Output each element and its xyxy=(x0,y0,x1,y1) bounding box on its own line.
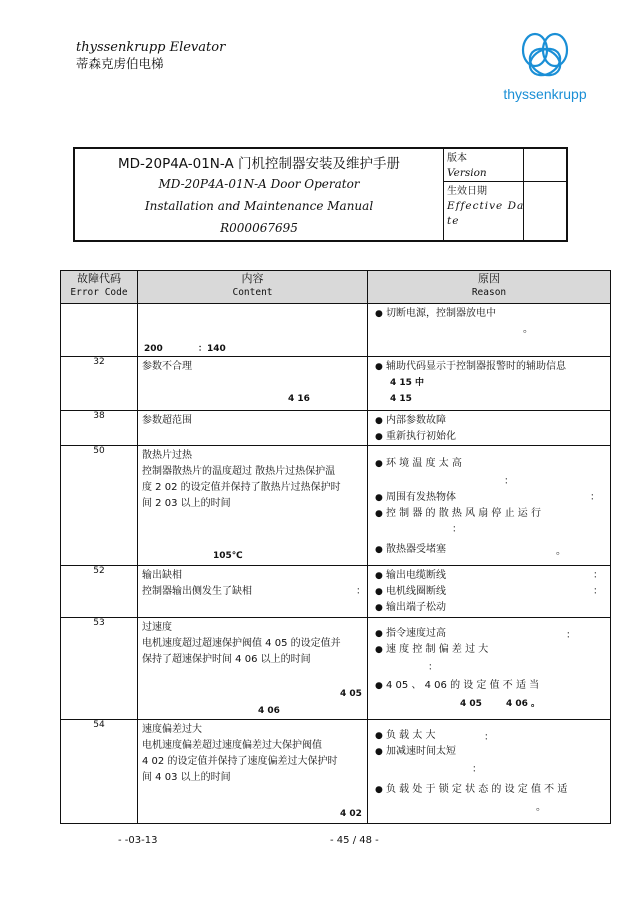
header-content: 内容 Content xyxy=(138,271,368,304)
content-cell: 输出缺相 控制器输出侧发生了缺相 ： xyxy=(138,566,368,618)
reason-item: ● 速 度 控 制 偏 差 过 大 xyxy=(372,642,488,658)
thyssenkrupp-logo xyxy=(495,30,595,105)
reason-cell: ● 指令速度过高 ： ● 速 度 控 制 偏 差 过 大 ： ● 4 05 、 4 06 的 设 定 值 不 适 当 4 05 4 06 。 xyxy=(368,618,611,720)
company-name xyxy=(76,40,225,72)
reason-cell: ● 输出电缆断线 ● 电机线圈断线 ● 输出端子松动 ： ： xyxy=(368,566,611,618)
reason-item: ● 输出电缆断线 xyxy=(372,568,607,584)
error-code-cell: 50 xyxy=(61,446,138,566)
reason-item: ● 控 制 器 的 散 热 风 扇 停 止 运 行 xyxy=(372,506,541,522)
effective-date-label xyxy=(447,184,524,229)
error-code-cell: 54 xyxy=(61,720,138,824)
reason-item: ● 切断电源，控制器放电中 xyxy=(372,306,607,322)
reason-cell xyxy=(368,411,611,446)
reason-item: ● 辅助代码显示于控制器报警时的辅助信息 xyxy=(372,359,607,375)
reason-item: ● 内部参数故障 xyxy=(372,413,607,429)
reason-item: ● 负 载 太 大 xyxy=(372,728,436,744)
effective-date-label-en-1: Effective Da xyxy=(447,200,525,212)
header-error-code: 故障代码 Error Code xyxy=(61,271,138,304)
reason-item: ● 指令速度过高 xyxy=(372,626,446,642)
content-cell: 散热片过热 控制器散热片的温度超过 散热片过热保护温 度 2 02 的设定值并保持了散热片过热保护时 间 2 03 以上的时间 105℃ xyxy=(138,446,368,566)
error-code-cell: 53 xyxy=(61,618,138,720)
title-cn: MD-20P4A-01N-A 门机控制器安装及维护手册 xyxy=(117,156,400,172)
title-en-line2: Installation and Maintenance Manual xyxy=(144,199,374,213)
reason-item: ● 电机线圈断线 xyxy=(372,584,607,600)
table-row xyxy=(61,618,611,720)
version-label xyxy=(447,151,487,181)
reason-cell: ● 切断电源，控制器放电中 。 xyxy=(368,304,611,357)
error-code-cell: 32 xyxy=(61,357,138,411)
content-cell: 参数超范围 xyxy=(138,411,368,446)
company-name-cn: 蒂森克虏伯电梯 xyxy=(76,56,164,71)
table-row xyxy=(61,720,611,824)
error-code-cell xyxy=(61,304,138,357)
reason-cell: ● 辅助代码显示于控制器报警时的辅助信息 4 15 中 4 15 xyxy=(368,357,611,411)
content-cell: 速度偏差过大 电机速度偏差超过速度偏差过大保护阀值 4 02 的设定值并保持了速度偏差过大保护时 间 4 03 以上的时间 4 02 xyxy=(138,720,368,824)
table-row xyxy=(61,446,611,566)
content-cell: 200 ：140 xyxy=(138,304,368,357)
error-code-cell: 52 xyxy=(61,566,138,618)
reason-cell: ● 环 境 温 度 太 高 ： ● 周围有发热物体 ： ● 控 制 器 的 散 热 风 扇 停 止 运 行 ： ● 散热器受堵塞 。 xyxy=(368,446,611,566)
header-reason: 原因 Reason xyxy=(368,271,611,304)
table-header-row xyxy=(61,271,611,304)
version-value xyxy=(523,149,566,181)
logo-text: thyssenkrupp xyxy=(503,86,587,102)
reason-item: ● 负 载 处 于 锁 定 状 态 的 设 定 值 不 适 xyxy=(372,782,567,798)
title-en-line1: MD-20P4A-01N-A Door Operator xyxy=(158,177,360,191)
content-cell: 过速度 电机速度超过超速保护阀值 4 05 的设定值并 保持了超速保护时间 4 06 以上的时间 4 05 4 06 xyxy=(138,618,368,720)
reason-item: ● 输出端子松动 xyxy=(372,600,607,616)
logo-mark-icon xyxy=(495,30,595,86)
reason-item: ● 加减速时间太短 xyxy=(372,744,456,760)
version-cell xyxy=(443,149,566,182)
effective-date-label-cn: 生效日期 xyxy=(447,186,487,197)
version-label-en: Version xyxy=(447,167,487,179)
document-title-block xyxy=(73,147,568,242)
effective-date-value xyxy=(523,182,566,240)
reason-item: ● 散热器受堵塞 xyxy=(372,542,446,558)
table-row xyxy=(61,304,611,357)
effective-date-cell xyxy=(443,182,566,240)
error-code-cell: 38 xyxy=(61,411,138,446)
content-cell: 参数不合理 4 16 xyxy=(138,357,368,411)
title-area xyxy=(75,149,444,240)
reason-item: ● 周围有发热物体 xyxy=(372,490,456,506)
fault-code-table xyxy=(60,270,611,824)
effective-date-label-en-2: te xyxy=(447,215,460,227)
company-name-en: thyssenkrupp Elevator xyxy=(76,40,226,55)
table-row xyxy=(61,411,611,446)
footer-date: - -03-13 xyxy=(118,835,158,846)
reason-cell: ● 负 载 太 大 ： ● 加减速时间太短 ： ● 负 载 处 于 锁 定 状 态 的 设 定 值 不 适 。 xyxy=(368,720,611,824)
table-row xyxy=(61,357,611,411)
reason-item: ● 环 境 温 度 太 高 xyxy=(372,456,462,472)
reason-item: ● 4 05 、 4 06 的 设 定 值 不 适 当 xyxy=(372,678,539,694)
reason-item: ● 重新执行初始化 xyxy=(372,429,607,445)
page-number: - 45 / 48 - xyxy=(330,835,379,846)
document-number: R000067695 xyxy=(220,221,298,235)
table-row xyxy=(61,566,611,618)
version-label-cn: 版本 xyxy=(447,153,467,164)
